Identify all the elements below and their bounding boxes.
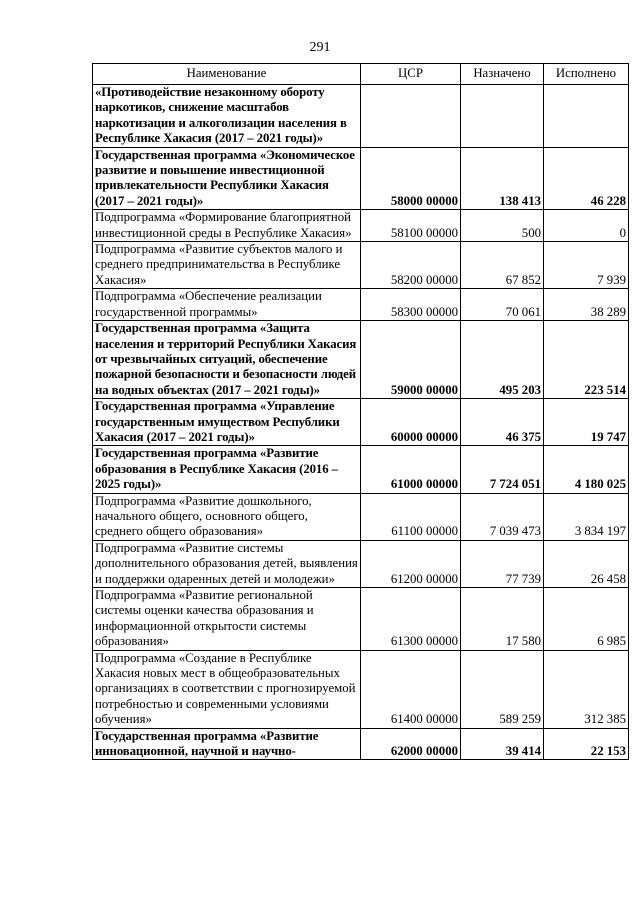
column-header-assigned: Назначено — [461, 64, 544, 85]
row-assigned-cell: 17 580 — [461, 588, 544, 651]
table-body — [93, 85, 629, 760]
header-row — [93, 64, 629, 85]
budget-table — [92, 63, 629, 760]
row-assigned-cell — [461, 85, 544, 148]
column-header-csr: ЦСР — [361, 64, 461, 85]
row-executed-cell: 223 514 — [544, 321, 629, 399]
row-executed-cell — [544, 85, 629, 148]
row-name-cell: Государственная программа «Развитие образования в Республике Хакасия (2016 – 2025 годы)» — [93, 446, 361, 493]
row-name-cell: Государственная программа «Развитие инновационной, научной и научно- — [93, 728, 361, 760]
row-csr-cell — [361, 85, 461, 148]
row-csr-cell: 61300 00000 — [361, 588, 461, 651]
row-csr-cell: 62000 00000 — [361, 728, 461, 760]
row-name-cell: Государственная программа «Управление государственным имуществом Республики Хакасия (2017 – 2021 годы)» — [93, 399, 361, 446]
row-assigned-cell: 46 375 — [461, 399, 544, 446]
row-csr-cell: 58300 00000 — [361, 289, 461, 321]
row-csr-cell: 58100 00000 — [361, 210, 461, 242]
row-executed-cell: 3 834 197 — [544, 493, 629, 540]
table-row — [93, 399, 629, 446]
table-row — [93, 728, 629, 760]
page-number: 291 — [309, 40, 331, 55]
row-executed-cell: 19 747 — [544, 399, 629, 446]
row-executed-cell: 312 385 — [544, 650, 629, 728]
row-assigned-cell: 7 724 051 — [461, 446, 544, 493]
column-header-executed: Исполнено — [544, 64, 629, 85]
row-assigned-cell: 500 — [461, 210, 544, 242]
row-executed-cell: 38 289 — [544, 289, 629, 321]
row-assigned-cell: 495 203 — [461, 321, 544, 399]
row-csr-cell: 58000 00000 — [361, 147, 461, 210]
row-name-cell: Подпрограмма «Развитие региональной системы оценки качества образования и информационной открытости системы образования» — [93, 588, 361, 651]
table-row — [93, 147, 629, 210]
row-executed-cell: 0 — [544, 210, 629, 242]
row-executed-cell: 26 458 — [544, 540, 629, 587]
table-row — [93, 210, 629, 242]
table-row — [93, 493, 629, 540]
row-assigned-cell: 67 852 — [461, 242, 544, 289]
row-executed-cell: 7 939 — [544, 242, 629, 289]
row-assigned-cell: 39 414 — [461, 728, 544, 760]
row-csr-cell: 61400 00000 — [361, 650, 461, 728]
row-executed-cell: 22 153 — [544, 728, 629, 760]
row-assigned-cell: 7 039 473 — [461, 493, 544, 540]
table-row — [93, 85, 629, 148]
row-name-cell: Государственная программа «Защита населения и территорий Республики Хакасия от чрезвычайных ситуаций, обеспечение пожарной безопасности и безопасности людей на водных объектах (2017 – 2021 годы)» — [93, 321, 361, 399]
table-row — [93, 289, 629, 321]
row-name-cell: Подпрограмма «Создание в Республике Хакасия новых мест в общеобразовательных организациях в соответствии с прогнозируемой потребностью и современными условиями обучения» — [93, 650, 361, 728]
row-csr-cell: 59000 00000 — [361, 321, 461, 399]
row-csr-cell: 61100 00000 — [361, 493, 461, 540]
row-assigned-cell: 138 413 — [461, 147, 544, 210]
row-name-cell: Подпрограмма «Развитие дошкольного, начального общего, основного общего, среднего общего образования» — [93, 493, 361, 540]
row-csr-cell: 60000 00000 — [361, 399, 461, 446]
row-name-cell: Подпрограмма «Развитие системы дополнительного образования детей, выявления и поддержки одаренных детей и молодежи» — [93, 540, 361, 587]
table-row — [93, 540, 629, 587]
row-name-cell: Подпрограмма «Обеспечение реализации государственной программы» — [93, 289, 361, 321]
row-name-cell: Подпрограмма «Развитие субъектов малого и среднего предпринимательства в Республике Хакасия» — [93, 242, 361, 289]
row-csr-cell: 61000 00000 — [361, 446, 461, 493]
row-assigned-cell: 70 061 — [461, 289, 544, 321]
row-name-cell: Государственная программа «Экономическое развитие и повышение инвестиционной привлекательности Республики Хакасия (2017 – 2021 годы)» — [93, 147, 361, 210]
row-csr-cell: 61200 00000 — [361, 540, 461, 587]
table-row — [93, 650, 629, 728]
row-assigned-cell: 77 739 — [461, 540, 544, 587]
row-csr-cell: 58200 00000 — [361, 242, 461, 289]
row-name-cell: «Противодействие незаконному обороту наркотиков, снижение масштабов наркотизации и алкоголизации населения в Республике Хакасия (2017 – 2021 годы)» — [93, 85, 361, 148]
row-executed-cell: 6 985 — [544, 588, 629, 651]
row-executed-cell: 4 180 025 — [544, 446, 629, 493]
row-name-cell: Подпрограмма «Формирование благоприятной инвестиционной среды в Республике Хакасия» — [93, 210, 361, 242]
table-row — [93, 242, 629, 289]
table-row — [93, 588, 629, 651]
column-header-name: Наименование — [93, 64, 361, 85]
table-header — [93, 64, 629, 85]
table-row — [93, 321, 629, 399]
row-assigned-cell: 589 259 — [461, 650, 544, 728]
row-executed-cell: 46 228 — [544, 147, 629, 210]
table-row — [93, 446, 629, 493]
